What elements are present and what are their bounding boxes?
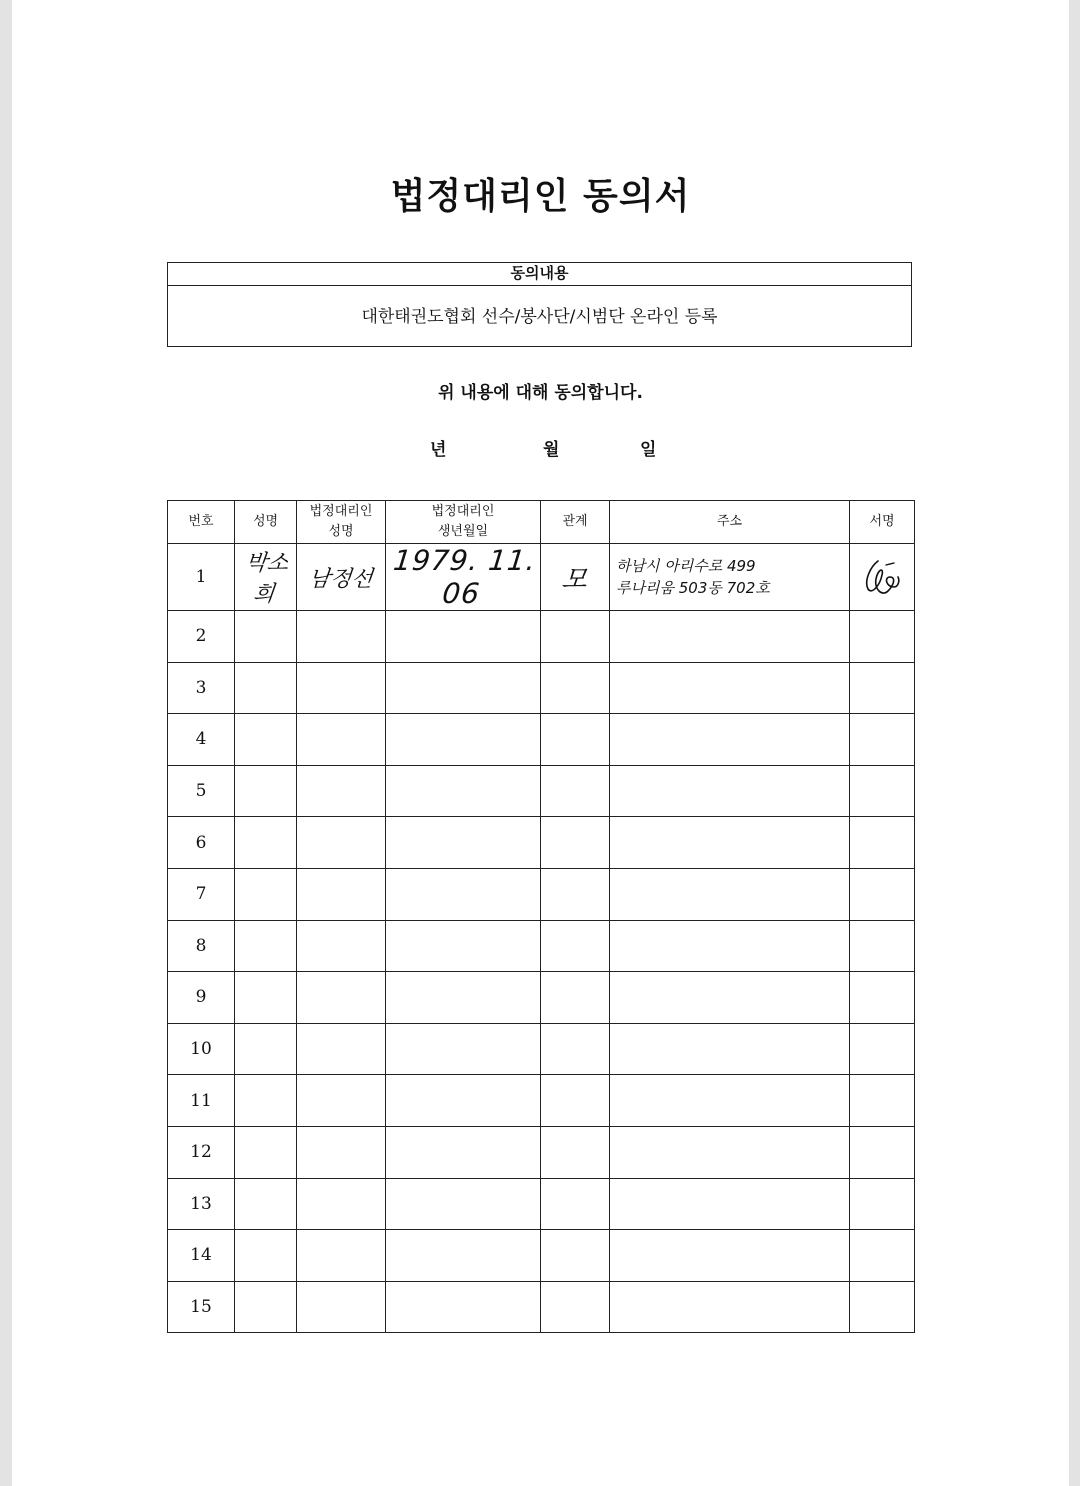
cell-no: 2: [168, 611, 235, 663]
cell-signature: [850, 544, 915, 611]
cell-guardian-birth: [386, 714, 541, 766]
cell-relation: [541, 1230, 610, 1282]
cell-guardian-birth: [386, 1075, 541, 1127]
cell-address: [610, 544, 850, 611]
cell-guardian-birth: [386, 1281, 541, 1333]
cell-guardian-name: [297, 1075, 386, 1127]
table-row: [168, 1178, 915, 1230]
table-row: [168, 1281, 915, 1333]
cell-no: 9: [168, 972, 235, 1024]
cell-relation: [541, 868, 610, 920]
date-month-label: 월: [543, 440, 560, 460]
cell-no: 15: [168, 1281, 235, 1333]
cell-address: [610, 1281, 850, 1333]
document-page: [12, 0, 1069, 1486]
cell-relation: [541, 544, 610, 611]
cell-guardian-name: [297, 611, 386, 663]
cell-address: [610, 1126, 850, 1178]
cell-guardian-birth: [386, 1178, 541, 1230]
consent-header: 동의내용: [168, 263, 911, 286]
cell-name: [235, 765, 297, 817]
cell-no: 6: [168, 817, 235, 869]
cell-signature: [850, 1178, 915, 1230]
table-row: [168, 544, 915, 611]
table-row: [168, 920, 915, 972]
cell-relation: [541, 972, 610, 1024]
table-row: [168, 817, 915, 869]
table-row: [168, 714, 915, 766]
cell-guardian-birth: [386, 544, 541, 611]
cell-name: [235, 1023, 297, 1075]
table-row: [168, 1230, 915, 1282]
header-relation: 관계: [541, 501, 610, 544]
cell-name: [235, 714, 297, 766]
cell-name: [235, 868, 297, 920]
cell-no: 4: [168, 714, 235, 766]
cell-name: [235, 920, 297, 972]
cell-relation: [541, 714, 610, 766]
header-guardian-name-line1: 법정대리인: [309, 504, 373, 519]
cell-no: 7: [168, 868, 235, 920]
cell-address: [610, 1178, 850, 1230]
cell-guardian-name: [297, 544, 386, 611]
cell-guardian-name: [297, 765, 386, 817]
cell-guardian-name: [297, 1023, 386, 1075]
consent-box: [167, 262, 912, 347]
cell-guardian-name: [297, 868, 386, 920]
header-guardian-birth: [386, 501, 541, 544]
cell-address: [610, 1023, 850, 1075]
cell-no: 8: [168, 920, 235, 972]
cell-guardian-name: [297, 1230, 386, 1282]
cell-no: 12: [168, 1126, 235, 1178]
cell-signature: [850, 1126, 915, 1178]
header-name: 성명: [235, 501, 297, 544]
document-title: 법정대리인 동의서: [390, 176, 691, 217]
cell-signature: [850, 1230, 915, 1282]
header-guardian-name: [297, 501, 386, 544]
cell-signature: [850, 765, 915, 817]
cell-signature: [850, 868, 915, 920]
handwritten-guardian-name: 남정선: [307, 566, 374, 592]
header-address: 주소: [610, 501, 850, 544]
cell-relation: [541, 920, 610, 972]
consent-body: 대한태권도협회 선수/봉사단/시범단 온라인 등록: [361, 307, 718, 327]
cell-address: [610, 611, 850, 663]
cell-relation: [541, 1126, 610, 1178]
cell-no: 13: [168, 1178, 235, 1230]
cell-relation: [541, 1075, 610, 1127]
cell-guardian-birth: [386, 611, 541, 663]
cell-name: [235, 544, 297, 611]
cell-guardian-name: [297, 1281, 386, 1333]
cell-name: [235, 1075, 297, 1127]
table-row: [168, 1126, 915, 1178]
cell-relation: [541, 1023, 610, 1075]
cell-signature: [850, 1023, 915, 1075]
cell-signature: [850, 611, 915, 663]
cell-guardian-name: [297, 817, 386, 869]
cell-guardian-birth: [386, 920, 541, 972]
cell-guardian-name: [297, 920, 386, 972]
table-row: [168, 662, 915, 714]
cell-no: 3: [168, 662, 235, 714]
cell-name: [235, 611, 297, 663]
cell-relation: [541, 817, 610, 869]
header-signature: 서명: [850, 501, 915, 544]
cell-name: [235, 817, 297, 869]
cell-name: [235, 972, 297, 1024]
cell-address: [610, 714, 850, 766]
cell-signature: [850, 817, 915, 869]
handwritten-relation: 모: [560, 564, 589, 595]
cell-relation: [541, 1178, 610, 1230]
cell-guardian-birth: [386, 817, 541, 869]
cell-guardian-birth: [386, 1126, 541, 1178]
cell-signature: [850, 1281, 915, 1333]
cell-signature: [850, 972, 915, 1024]
cell-guardian-name: [297, 1178, 386, 1230]
table-row: [168, 611, 915, 663]
cell-guardian-name: [297, 972, 386, 1024]
cell-guardian-birth: [386, 662, 541, 714]
cell-guardian-name: [297, 662, 386, 714]
cell-guardian-birth: [386, 1023, 541, 1075]
cell-name: [235, 1178, 297, 1230]
header-guardian-birth-line2: 생년월일: [437, 524, 489, 539]
cell-relation: [541, 765, 610, 817]
table-row: [168, 1075, 915, 1127]
cell-relation: [541, 1281, 610, 1333]
signature-scribble-icon: [860, 555, 904, 599]
table-row: [168, 972, 915, 1024]
header-guardian-birth-line1: 법정대리인: [431, 504, 495, 519]
cell-no: 10: [168, 1023, 235, 1075]
table-row: [168, 765, 915, 817]
cell-guardian-name: [297, 1126, 386, 1178]
cell-name: [235, 1230, 297, 1282]
handwritten-address-line1: 하남시 아리수로 499: [616, 557, 756, 575]
table-header-row: [168, 501, 915, 544]
cell-relation: [541, 611, 610, 663]
handwritten-guardian-birth: 1979. 11. 06: [391, 544, 538, 610]
date-day-label: 일: [640, 440, 657, 460]
cell-address: [610, 972, 850, 1024]
cell-guardian-name: [297, 714, 386, 766]
cell-address: [610, 817, 850, 869]
cell-relation: [541, 662, 610, 714]
cell-signature: [850, 1075, 915, 1127]
handwritten-address-line2: 루나리움 503동 702호: [616, 579, 770, 597]
cell-guardian-birth: [386, 765, 541, 817]
cell-no: 1: [168, 544, 235, 611]
handwritten-name: 박소희: [244, 551, 290, 607]
cell-address: [610, 868, 850, 920]
cell-name: [235, 1281, 297, 1333]
cell-no: 5: [168, 765, 235, 817]
cell-no: 11: [168, 1075, 235, 1127]
registration-table: [167, 500, 915, 1333]
cell-signature: [850, 714, 915, 766]
cell-address: [610, 765, 850, 817]
agree-statement: 위 내용에 대해 동의합니다.: [438, 383, 643, 403]
cell-address: [610, 1230, 850, 1282]
cell-no: 14: [168, 1230, 235, 1282]
cell-address: [610, 662, 850, 714]
date-year-label: 년: [430, 440, 447, 460]
cell-guardian-birth: [386, 1230, 541, 1282]
cell-address: [610, 920, 850, 972]
cell-guardian-birth: [386, 972, 541, 1024]
cell-address: [610, 1075, 850, 1127]
header-guardian-name-line2: 성명: [328, 524, 354, 539]
table-row: [168, 868, 915, 920]
table-row: [168, 1023, 915, 1075]
cell-name: [235, 1126, 297, 1178]
cell-signature: [850, 662, 915, 714]
header-no: 번호: [168, 501, 235, 544]
cell-name: [235, 662, 297, 714]
date-line: [430, 435, 660, 459]
cell-guardian-birth: [386, 868, 541, 920]
cell-signature: [850, 920, 915, 972]
